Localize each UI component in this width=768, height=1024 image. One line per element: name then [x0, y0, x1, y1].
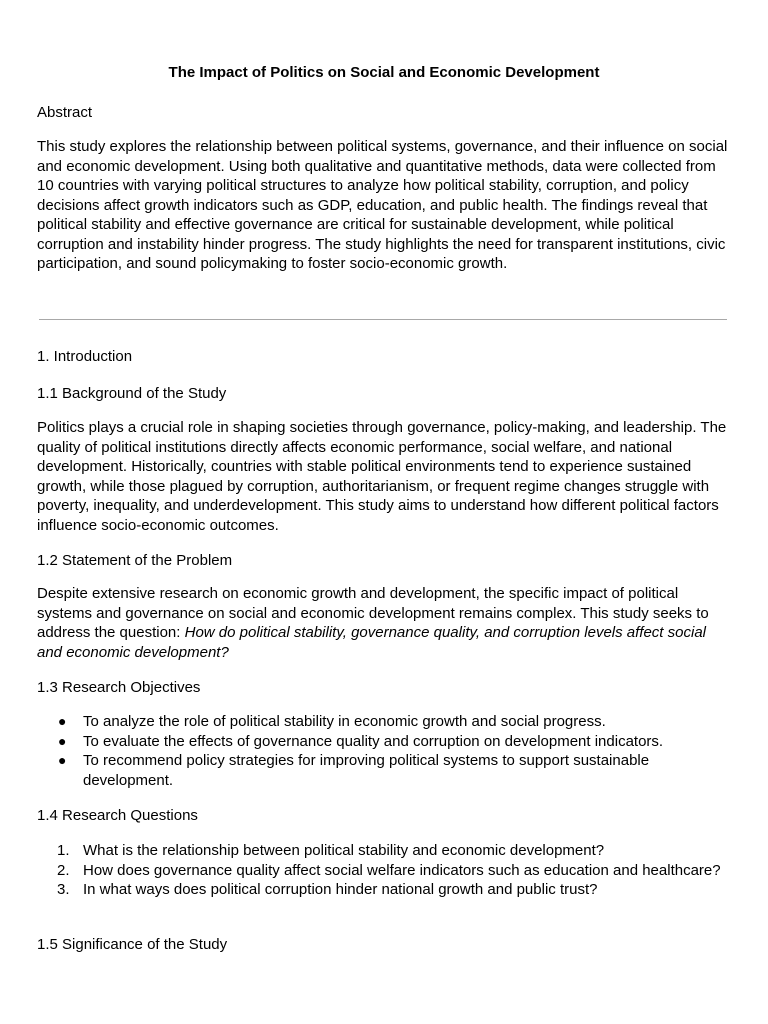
objective-item	[37, 751, 732, 790]
background-heading: 1.1 Background of the Study	[37, 385, 227, 402]
bullet-marker: ●	[58, 732, 67, 749]
objectives-heading: 1.3 Research Objectives	[37, 679, 201, 696]
introduction-heading: 1. Introduction	[37, 348, 133, 365]
problem-question: How do political stability, governance quality, and corruption levels affect social and economic development?	[37, 624, 706, 661]
question-item	[37, 880, 732, 900]
objective-item	[37, 732, 732, 752]
objectives-list	[37, 712, 732, 790]
background-body: Politics plays a crucial role in shaping societies through governance, policy-making, and leadership. The quality of political institutions directly affects economic performance, social welfare, and national development. Historically, countries with stable political environments tend to experience sustained growth, while those plagued by corruption, authoritarianism, or frequent regime changes struggle with poverty, inequality, and underdevelopment. This study aims to understand how different political factors influence socio-economic outcomes.	[37, 419, 727, 534]
bullet-marker: ●	[58, 713, 67, 729]
significance-heading: 1.5 Significance of the Study	[37, 936, 228, 953]
questions-list	[37, 841, 732, 900]
problem-body	[37, 584, 732, 662]
objective-text: To recommend policy strategies for improving political systems to support sustainable development.	[83, 752, 650, 789]
problem-heading: 1.2 Statement of the Problem	[37, 552, 233, 569]
number-marker: 1.	[57, 842, 70, 859]
section-divider	[39, 319, 727, 320]
abstract-heading: Abstract	[37, 104, 93, 121]
question-item	[37, 861, 732, 881]
objective-text: To evaluate the effects of governance quality and corruption on development indicators.	[83, 732, 664, 750]
abstract-body: This study explores the relationship between political systems, governance, and their influence on social and economic development. Using both qualitative and quantitative methods, data were collected from 10 countries with varying political structures to analyze how political stability, corruption, and policy decisions affect growth indicators such as GDP, education, and public health. The findings reveal that political stability and effective governance are critical for sustainable development, while political corruption and instability hinder progress. The study highlights the need for transparent institutions, civic participation, and sound policymaking to foster socio-economic growth.	[37, 138, 728, 272]
objective-text: To analyze the role of political stability in economic growth and social progress.	[83, 713, 606, 730]
number-marker: 2.	[57, 861, 70, 879]
objective-item	[37, 712, 732, 732]
question-text: How does governance quality affect social welfare indicators such as education and healthcare?	[83, 861, 721, 879]
question-item	[37, 841, 732, 861]
bullet-marker: ●	[58, 752, 67, 768]
question-text: What is the relationship between political stability and economic development?	[83, 842, 605, 859]
paper-title: The Impact of Politics on Social and Economic Development	[168, 64, 600, 81]
question-text: In what ways does political corruption hinder national growth and public trust?	[83, 881, 598, 898]
number-marker: 3.	[57, 881, 70, 898]
problem-text: Despite extensive research on economic growth and development, the specific impact of political systems and governance on social and economic development remains complex. This study seeks to address the question:	[37, 585, 709, 641]
questions-heading: 1.4 Research Questions	[37, 807, 198, 824]
